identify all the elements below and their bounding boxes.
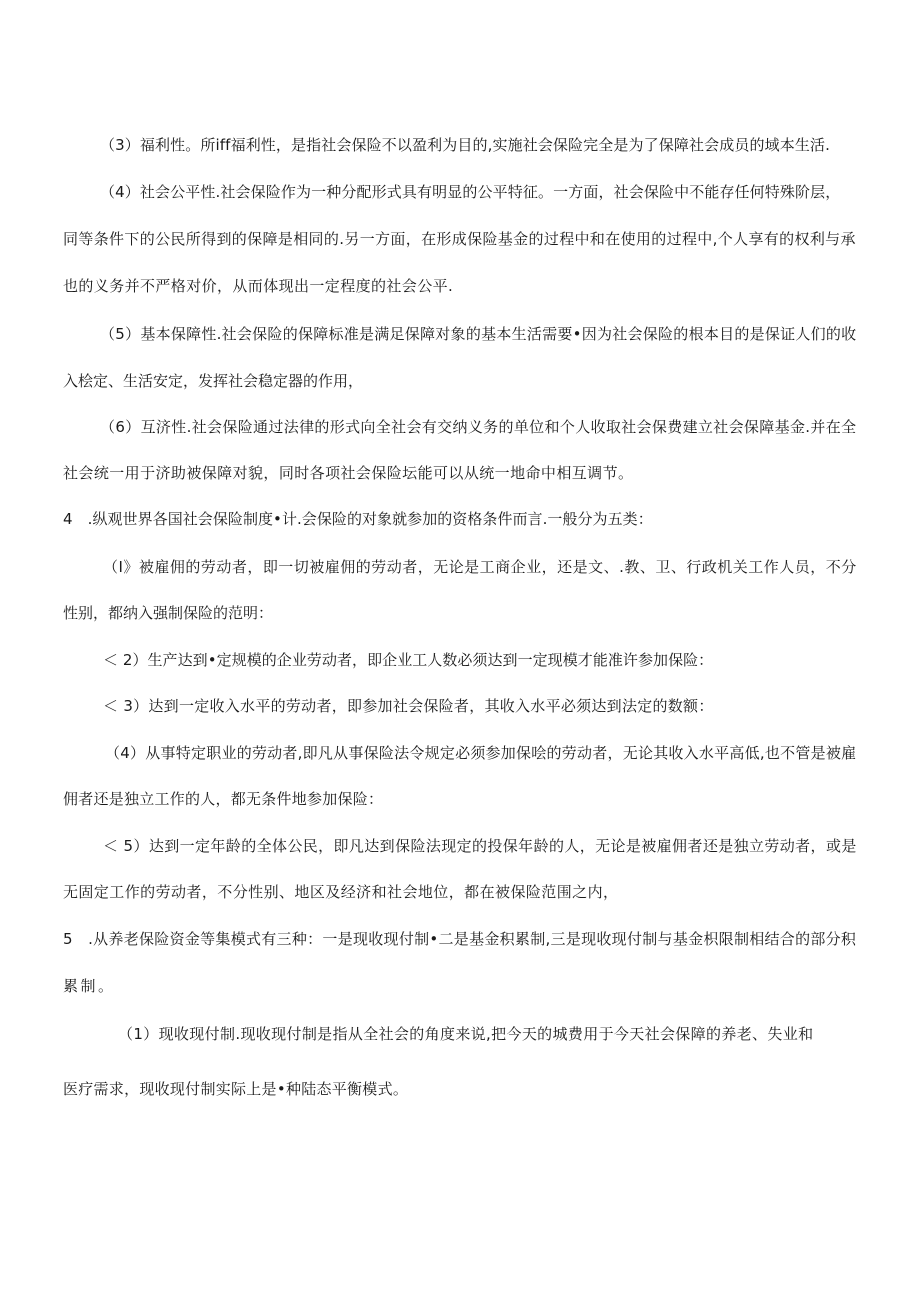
paragraph-line: 同等条件下的公民所得到的保障是相同的.另一方面，在形成保险基金的过程中和在使用的过程中,个人享有的权利与承 bbox=[63, 230, 856, 248]
paragraph-line: 入桧定、生活安定，发挥社会稳定器的作用， bbox=[63, 372, 364, 390]
paragraph-line: （3）福利性。所iff福利性，是指社会保险不以盈利为目的,实施社会保险完全是为了保障社会成员的域本生活. bbox=[100, 136, 830, 154]
paragraph-line: 也的义务并不严格对价，从而体现出一定程度的社会公平. bbox=[63, 277, 454, 295]
paragraph-line: 4 .纵观世界各国社会保险制度•计.会保险的对象就参加的资格条件而言.一般分为五类： bbox=[63, 510, 653, 528]
paragraph-line: 社会统一用于济助被保障对貌，同时各项社会保险坛能可以从统一地命中相互调节。 bbox=[63, 464, 634, 482]
paragraph-line: 佣者还是独立工作的人，都无条件地参加保险： bbox=[63, 790, 384, 808]
paragraph-line: （6）互济性.社会保险通过法律的形式向全社会有交纳义务的单位和个人收取社会保费建立社会保障基金.并在全 bbox=[100, 418, 857, 436]
paragraph-line: ＜ 3）达到一定收入水平的劳动者，即参加社会保险者，其收入水平必须达到法定的数额： bbox=[103, 697, 714, 715]
paragraph-line: 医疗需求，现收现付制实际上是•种陆态平衡模式。 bbox=[63, 1080, 409, 1098]
paragraph-line: 无固定工作的劳动者，不分性别、地区及经济和社会地位，都在被保险范围之内， bbox=[63, 883, 619, 901]
paragraph-line: （I》被雇佣的劳动者，即一切被雇佣的劳动者，无论是工商企业，还是文、.教、卫、行政机关工作人员，不分 bbox=[103, 558, 857, 576]
paragraph-line: 性别，都纳入强制保险的范明： bbox=[63, 604, 274, 622]
paragraph-line: ＜ 2）生产达到•定规模的企业劳动者，即企业工人数必须达到一定现模才能准许参加保险： bbox=[103, 651, 714, 669]
paragraph-line: （4）从事特定职业的劳动者,即凡从事保险法令规定必须参加保哙的劳动者，无论其收入水平高低,也不管是被雇 bbox=[105, 744, 857, 762]
paragraph-line: （5）基本保障性.社会保险的保障标准是满足保障对象的基本生活需要•因为社会保险的根本目的是保证人们的收 bbox=[100, 325, 857, 343]
paragraph-line: 5 .从养老保险资金等集模式有三种：一是现收现付制•二是基金积累制,三是现收现付制与基金枳限制相结合的部分积 bbox=[63, 930, 857, 948]
paragraph-line: 累制。 bbox=[63, 977, 116, 995]
paragraph-line: （1）现收现付制.现收现付制是指从全社会的角度来说,把今天的城费用于今天社会保障的养老、失业和 bbox=[118, 1025, 814, 1043]
paragraph-line: （4）社会公平性.社会保险作为一种分配形式具有明显的公平特征。一方面，社会保险中不能存任何特殊阶层， bbox=[100, 183, 841, 201]
paragraph-line: ＜ 5）达到一定年龄的全体公民，即凡达到保险法现定的投保年龄的人，无论是被雇佣者还是独立劳动者，或是 bbox=[103, 837, 857, 855]
